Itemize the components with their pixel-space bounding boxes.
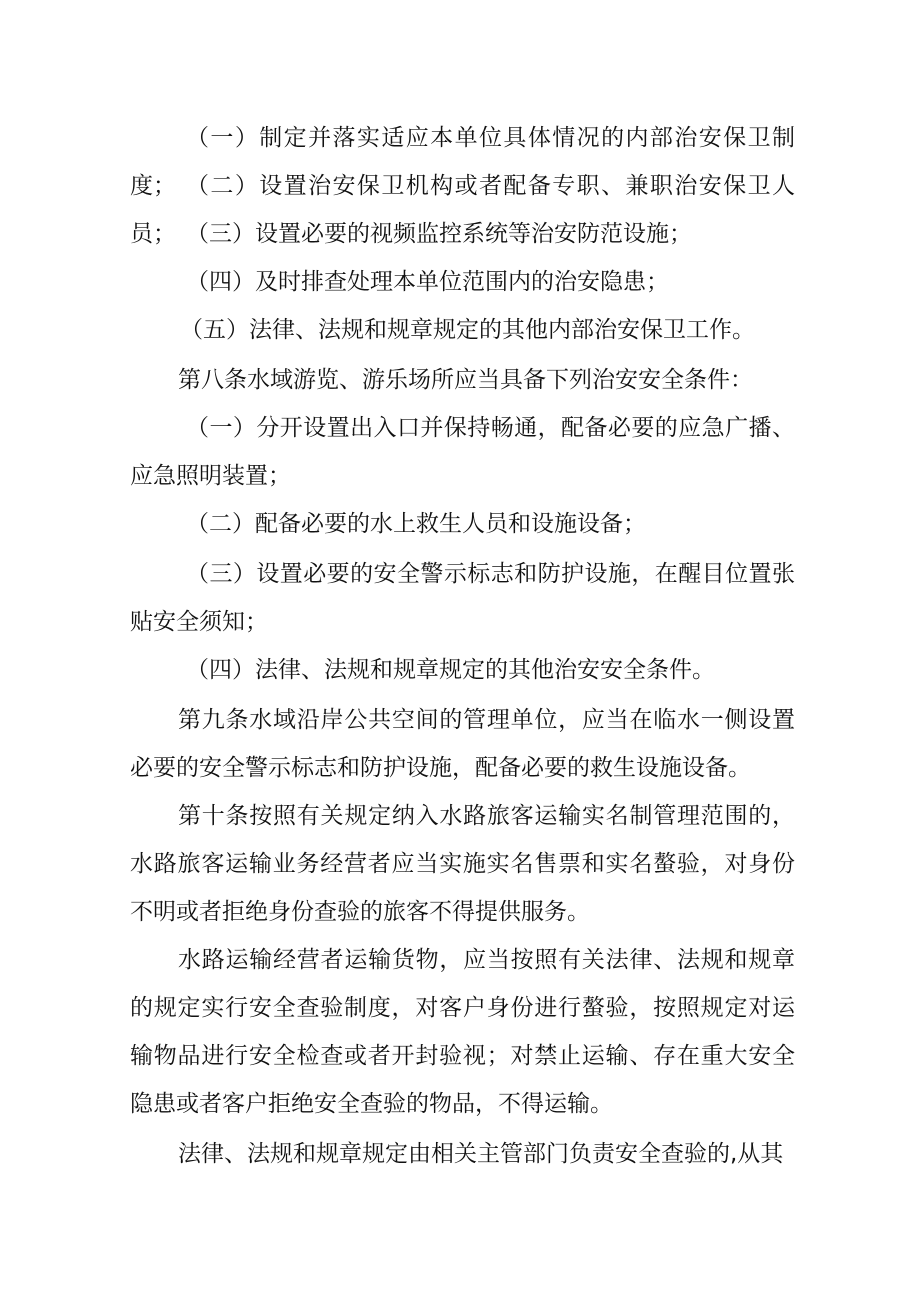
paragraph-7-1: （一）制定并落实适应本单位具体情况的内部治安保卫制度； [130,125,795,199]
article-10: 第十条按照有关规定纳入水路旅客运输实名制管理范围的，水路旅客运输业务经营者应当实施实名售票和实名螯验，对身份不明或者拒绝身份查验的旅客不得提供服务。 [130,803,795,925]
paragraph-8-2: （二）配备必要的水上救生人员和设施设备； [186,511,646,537]
paragraph-7-2: （二）设置治安保卫机构或者配备专职、兼职治安保卫人员； [130,173,795,247]
article-10-cargo: 水路运输经营者运输货物，应当按照有关法律、法规和规章的规定实行安全查验制度，对客户身份进行螯验，按照规定对运输物品进行安全检查或者开封验视；对禁止运输、存在重大安全隐患或者客户拒绝安全查验的物品，不得运输。 [130,947,795,1117]
paragraph-7-5: （五）法律、法规和规章规定的其他内部治安保卫工作。 [180,317,755,343]
article-9: 第九条水域沿岸公共空间的管理单位，应当在临水一侧设置必要的安全警示标志和防护设施，配备必要的救生设施设备。 [130,707,795,781]
paragraph-7-4: （四）及时排查处理本单位范围内的治安隐患； [186,269,669,295]
article-10-exception: 法律、法规和规章规定由相关主管部门负责安全查验的,从其 [178,1141,784,1167]
article-8-heading: 第八条水域游览、游乐场所应当具备下列治安安全条件： [178,367,753,393]
paragraph-8-4: （四）法律、法规和规章规定的其他治安安全条件。 [186,657,715,683]
paragraph-8-3: （三）设置必要的安全警示标志和防护设施，在醒目位置张贴安全须知； [130,561,795,635]
paragraph-8-1: （一）分开设置出入口并保持畅通，配备必要的应急广播、应急照明装置； [130,415,795,489]
paragraph-7-3: （三）设置必要的视频监控系统等治安防范设施； [186,221,692,247]
